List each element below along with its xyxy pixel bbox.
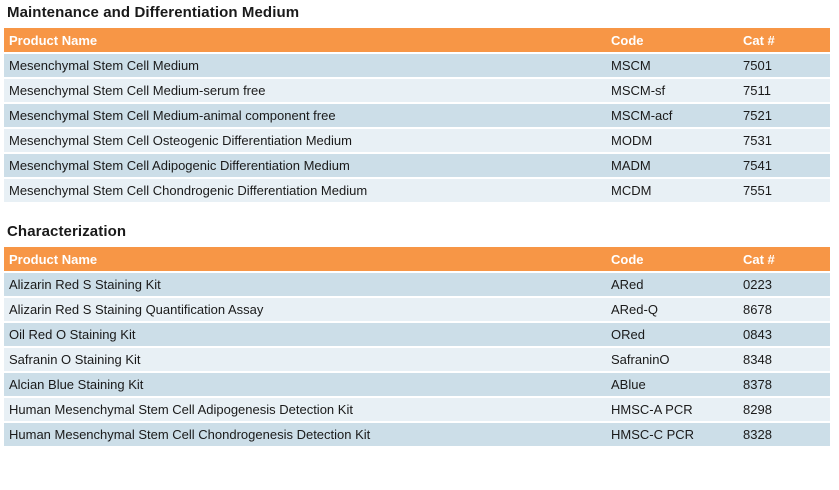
product-name-cell: Oil Red O Staining Kit <box>4 322 606 347</box>
column-header-cat-number: Cat # <box>738 247 830 272</box>
code-cell: ARed <box>606 272 738 297</box>
table-row <box>4 128 830 153</box>
table-row <box>4 397 830 422</box>
code-cell: ABlue <box>606 372 738 397</box>
maintenance-medium-table <box>4 28 830 204</box>
product-name-cell: Alizarin Red S Staining Kit <box>4 272 606 297</box>
table-row <box>4 103 830 128</box>
cat-number-cell: 7501 <box>738 53 830 78</box>
table-row <box>4 272 830 297</box>
cat-number-cell: 8298 <box>738 397 830 422</box>
table-row <box>4 322 830 347</box>
cat-number-cell: 7521 <box>738 103 830 128</box>
cat-number-cell: 8378 <box>738 372 830 397</box>
product-name-cell: Mesenchymal Stem Cell Medium-animal component free <box>4 103 606 128</box>
product-name-cell: Mesenchymal Stem Cell Chondrogenic Differentiation Medium <box>4 178 606 203</box>
cat-number-cell: 0223 <box>738 272 830 297</box>
table-row <box>4 53 830 78</box>
cat-number-cell: 7531 <box>738 128 830 153</box>
column-header-product-name: Product Name <box>4 247 606 272</box>
table-row <box>4 297 830 322</box>
section-characterization <box>4 223 830 448</box>
cat-number-cell: 0843 <box>738 322 830 347</box>
product-name-cell: Human Mesenchymal Stem Cell Chondrogenesis Detection Kit <box>4 422 606 447</box>
column-header-cat-number: Cat # <box>738 28 830 53</box>
cat-number-cell: 7551 <box>738 178 830 203</box>
table-header-row <box>4 28 830 53</box>
column-header-code: Code <box>606 28 738 53</box>
code-cell: ARed-Q <box>606 297 738 322</box>
cat-number-cell: 8678 <box>738 297 830 322</box>
code-cell: SafraninO <box>606 347 738 372</box>
table-row <box>4 78 830 103</box>
table-row <box>4 347 830 372</box>
table-row <box>4 153 830 178</box>
code-cell: MSCM-sf <box>606 78 738 103</box>
code-cell: MODM <box>606 128 738 153</box>
product-name-cell: Mesenchymal Stem Cell Medium <box>4 53 606 78</box>
cat-number-cell: 8348 <box>738 347 830 372</box>
section-title: Characterization <box>7 223 127 240</box>
section-maintenance-and-differentiation-medium <box>4 4 830 204</box>
table-header-row <box>4 247 830 272</box>
code-cell: MADM <box>606 153 738 178</box>
product-name-cell: Human Mesenchymal Stem Cell Adipogenesis Detection Kit <box>4 397 606 422</box>
table-row <box>4 372 830 397</box>
code-cell: MSCM <box>606 53 738 78</box>
code-cell: MCDM <box>606 178 738 203</box>
cat-number-cell: 8328 <box>738 422 830 447</box>
product-name-cell: Safranin O Staining Kit <box>4 347 606 372</box>
table-row <box>4 422 830 447</box>
code-cell: HMSC-A PCR <box>606 397 738 422</box>
product-name-cell: Alcian Blue Staining Kit <box>4 372 606 397</box>
column-header-product-name: Product Name <box>4 28 606 53</box>
characterization-table <box>4 247 830 448</box>
product-name-cell: Alizarin Red S Staining Quantification Assay <box>4 297 606 322</box>
product-name-cell: Mesenchymal Stem Cell Adipogenic Differentiation Medium <box>4 153 606 178</box>
product-name-cell: Mesenchymal Stem Cell Osteogenic Differentiation Medium <box>4 128 606 153</box>
code-cell: HMSC-C PCR <box>606 422 738 447</box>
product-name-cell: Mesenchymal Stem Cell Medium-serum free <box>4 78 606 103</box>
section-title: Maintenance and Differentiation Medium <box>7 4 300 21</box>
cat-number-cell: 7541 <box>738 153 830 178</box>
table-row <box>4 178 830 203</box>
code-cell: ORed <box>606 322 738 347</box>
cat-number-cell: 7511 <box>738 78 830 103</box>
column-header-code: Code <box>606 247 738 272</box>
code-cell: MSCM-acf <box>606 103 738 128</box>
